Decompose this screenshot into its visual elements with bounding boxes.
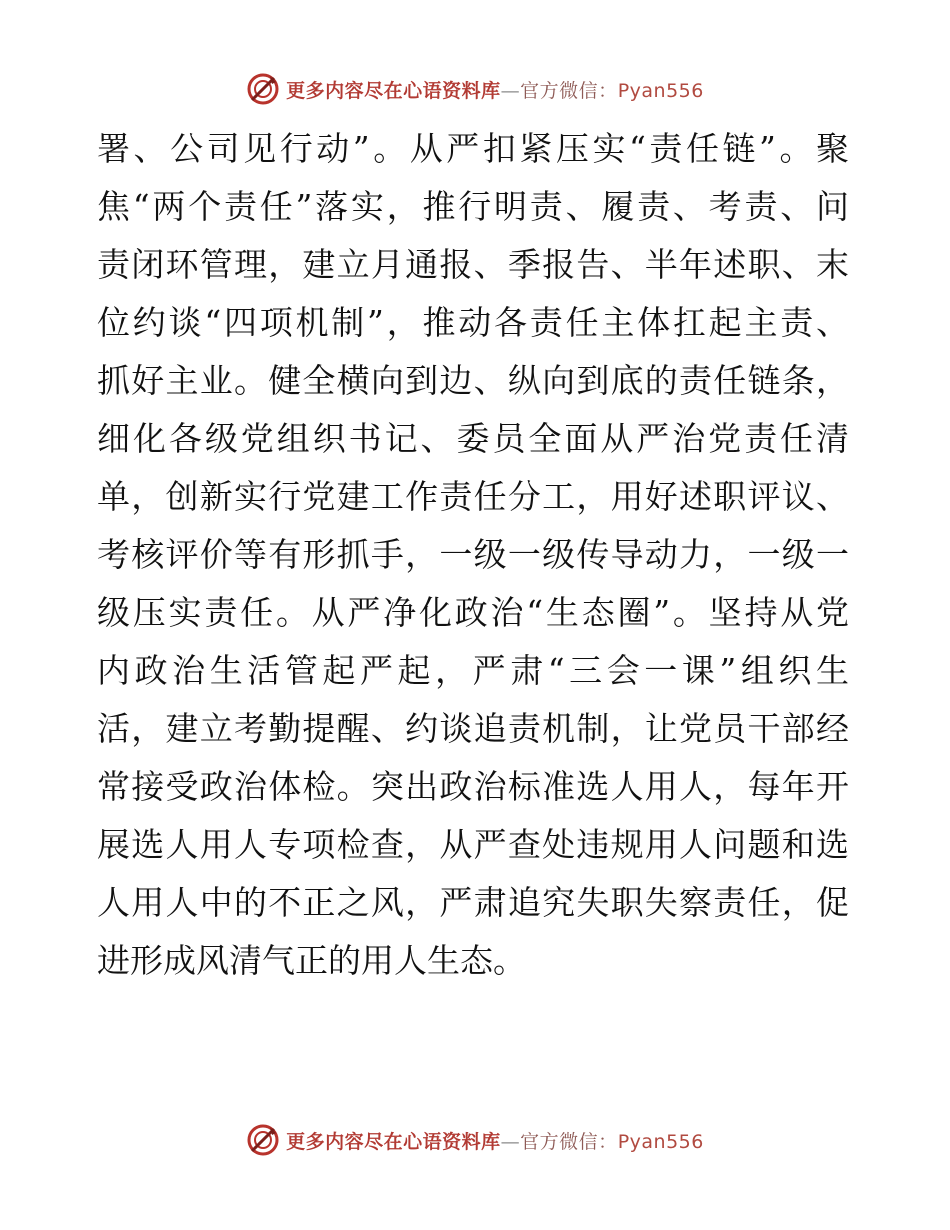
banner-separator: — <box>500 79 521 102</box>
body-line: 考核评价等有形抓手，一级一级传导动力，一级一 <box>97 535 849 574</box>
logo-icon <box>246 1123 280 1157</box>
body-line: 常接受政治体检。突出政治标准选人用人，每年开 <box>97 767 849 806</box>
banner-main-text: 更多内容尽在心语资料库 <box>286 1130 501 1153</box>
body-line: 抓好主业。健全横向到边、纵向到底的责任链条， <box>97 361 849 400</box>
footer-banner <box>0 1123 950 1157</box>
banner-main-text: 更多内容尽在心语资料库 <box>286 79 501 102</box>
banner-wechat-id: Pyan556 <box>617 79 704 102</box>
banner-wechat-id: Pyan556 <box>617 1130 704 1153</box>
body-line: 单，创新实行党建工作责任分工，用好述职评议、 <box>97 477 849 516</box>
body-line: 位约谈“四项机制”，推动各责任主体扛起主责、 <box>97 303 849 342</box>
body-line: 活，建立考勤提醒、约谈追责机制，让党员干部经 <box>97 709 849 748</box>
body-line: 人用人中的不正之风，严肃追究失职失察责任，促 <box>97 883 849 922</box>
header-banner <box>0 72 950 106</box>
banner-wechat-label: 官方微信： <box>520 1130 618 1153</box>
banner-wechat-label: 官方微信： <box>520 79 618 102</box>
logo-icon <box>246 72 280 106</box>
body-line: 署、公司见行动”。从严扣紧压实“责任链”。聚 <box>97 129 849 168</box>
body-line: 责闭环管理，建立月通报、季报告、半年述职、末 <box>97 245 849 284</box>
body-line: 级压实责任。从严净化政治“生态圈”。坚持从党 <box>97 593 849 632</box>
banner-separator: — <box>500 1130 521 1153</box>
body-line: 展选人用人专项检查，从严查处违规用人问题和选 <box>97 825 849 864</box>
body-line: 进形成风清气正的用人生态。 <box>97 941 526 980</box>
body-line: 细化各级党组织书记、委员全面从严治党责任清 <box>97 419 849 458</box>
body-line: 内政治生活管起严起，严肃“三会一课”组织生 <box>97 651 849 690</box>
body-line: 焦“两个责任”落实，推行明责、履责、考责、问 <box>97 187 849 226</box>
